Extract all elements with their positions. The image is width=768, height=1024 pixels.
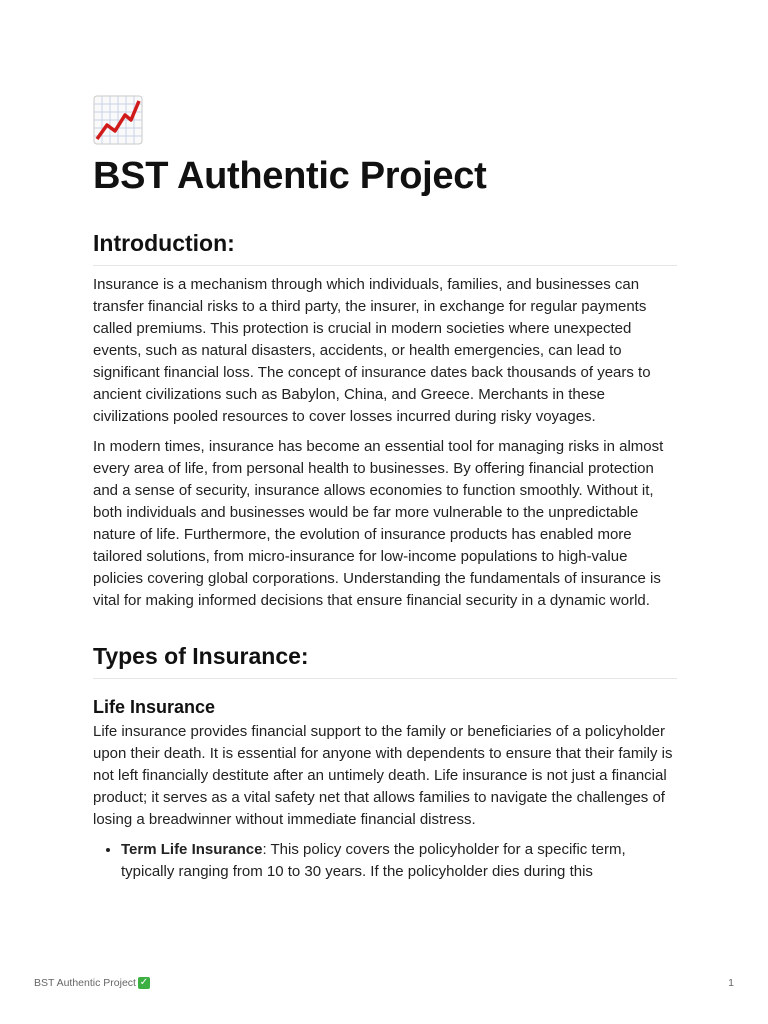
life-insurance-heading: Life Insurance xyxy=(93,697,216,717)
types-heading: Types of Insurance: xyxy=(93,640,677,679)
footer-title: BST Authentic Project xyxy=(34,977,136,989)
page-number: 1 xyxy=(728,977,734,989)
page-title: BST Authentic Project xyxy=(93,155,487,197)
bullet-text: : This policy covers the policyholder for a specific term, typically ranging from 10 to 30 years. If the policyholder dies during this xyxy=(121,841,626,880)
intro-paragraph-2: In modern times, insurance has become an essential tool for managing risks in almost every area of life, from personal health to businesses. By offering financial protection and a sense of security, insurance allows economies to function smoothly. Without it, both individuals and businesses would be far more vulnerable to the unpredictable nature of life. Furthermore, the evolution of insurance products has enabled more tailored solutions, from micro-insurance for low-income populations to high-value policies covering global corporations. Understanding the fundamentals of insurance is vital for making informed decisions that ensure financial security in a dynamic world. xyxy=(93,438,664,609)
bullet-term: Term Life Insurance xyxy=(121,841,263,858)
introduction-heading: Introduction: xyxy=(93,227,677,266)
life-insurance-paragraph: Life insurance provides financial support to the family or beneficiaries of a policyholder upon their death. It is essential for anyone with dependents to ensure that their family is not left financially destitute after an untimely death. Life insurance is not just a financial product; it serves as a vital safety net that allows families to navigate the challenges of losing a breadwinner without immediate financial distress. xyxy=(93,723,673,828)
footer-document-label xyxy=(34,977,150,989)
check-mark-icon: ✓ xyxy=(139,977,149,988)
list-item xyxy=(121,839,677,883)
intro-paragraph-1: Insurance is a mechanism through which individuals, families, and businesses can transfer financial risks to a third party, the insurer, in exchange for regular payments called premiums. This protection is crucial in modern societies where unexpected events, such as natural disasters, accidents, or health emergencies, can lead to significant financial loss. The concept of insurance dates back thousands of years to ancient civilizations such as Babylon, China, and Greece. Merchants in these civilizations pooled resources to cover losses incurred during risky voyages. xyxy=(93,276,651,425)
life-insurance-bullets xyxy=(93,839,677,883)
chart-increasing-icon xyxy=(93,95,143,145)
document-page xyxy=(93,95,677,883)
